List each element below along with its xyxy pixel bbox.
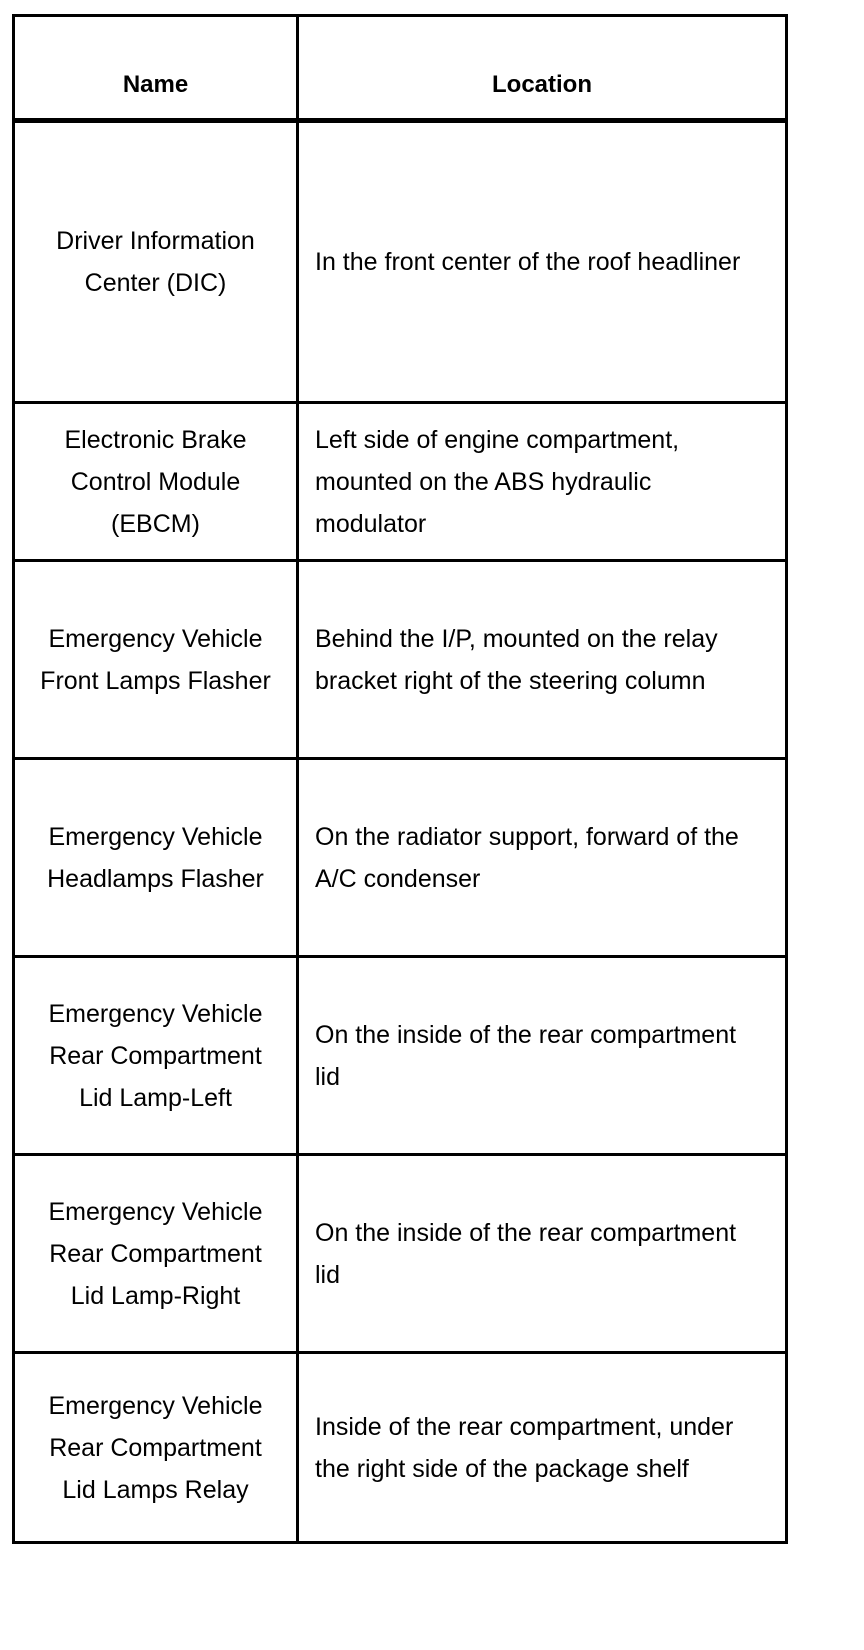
name-cell [15,1156,299,1351]
table-header-row [15,17,785,123]
component-location: Left side of engine compartment, mounted on the ABS hydraulic modulator [315,425,680,538]
table-row [15,562,785,760]
name-cell [15,123,299,401]
location-cell [299,123,785,401]
location-cell [299,760,785,955]
component-location-table [12,14,788,1544]
table-row [15,1354,785,1541]
location-cell [299,958,785,1153]
name-cell [15,562,299,757]
name-cell [15,1354,299,1541]
location-cell [299,1156,785,1351]
name-cell [15,958,299,1153]
location-cell [299,1354,785,1541]
component-name: Emergency Vehicle Rear Compartment Lid Lamp-Right [48,1197,263,1310]
location-cell [299,404,785,559]
table-row [15,123,785,404]
component-location: On the radiator support, forward of the A/C condenser [315,822,739,893]
name-column-header [15,17,299,118]
table-row [15,1156,785,1354]
table-row [15,760,785,958]
table-row [15,404,785,562]
name-header-label: Name [122,70,189,98]
component-name: Emergency Vehicle Rear Compartment Lid Lamps Relay [48,1391,263,1504]
component-name: Emergency Vehicle Headlamps Flasher [47,822,264,893]
location-cell [299,562,785,757]
name-cell [15,404,299,559]
component-location: Inside of the rear compartment, under the right side of the package shelf [315,1412,734,1483]
name-cell [15,760,299,955]
component-name: Emergency Vehicle Rear Compartment Lid Lamp-Left [48,999,263,1112]
component-name: Electronic Brake Control Module (EBCM) [64,425,247,538]
location-column-header [299,17,785,118]
table-row [15,958,785,1156]
component-location: On the inside of the rear compartment lid [315,1218,737,1289]
component-location: In the front center of the roof headliner [315,248,741,276]
component-location: Behind the I/P, mounted on the relay bracket right of the steering column [315,624,718,695]
component-location: On the inside of the rear compartment lid [315,1020,737,1091]
component-name: Driver Information Center (DIC) [56,227,255,297]
location-header-label: Location [492,70,592,98]
component-name: Emergency Vehicle Front Lamps Flasher [40,624,271,695]
